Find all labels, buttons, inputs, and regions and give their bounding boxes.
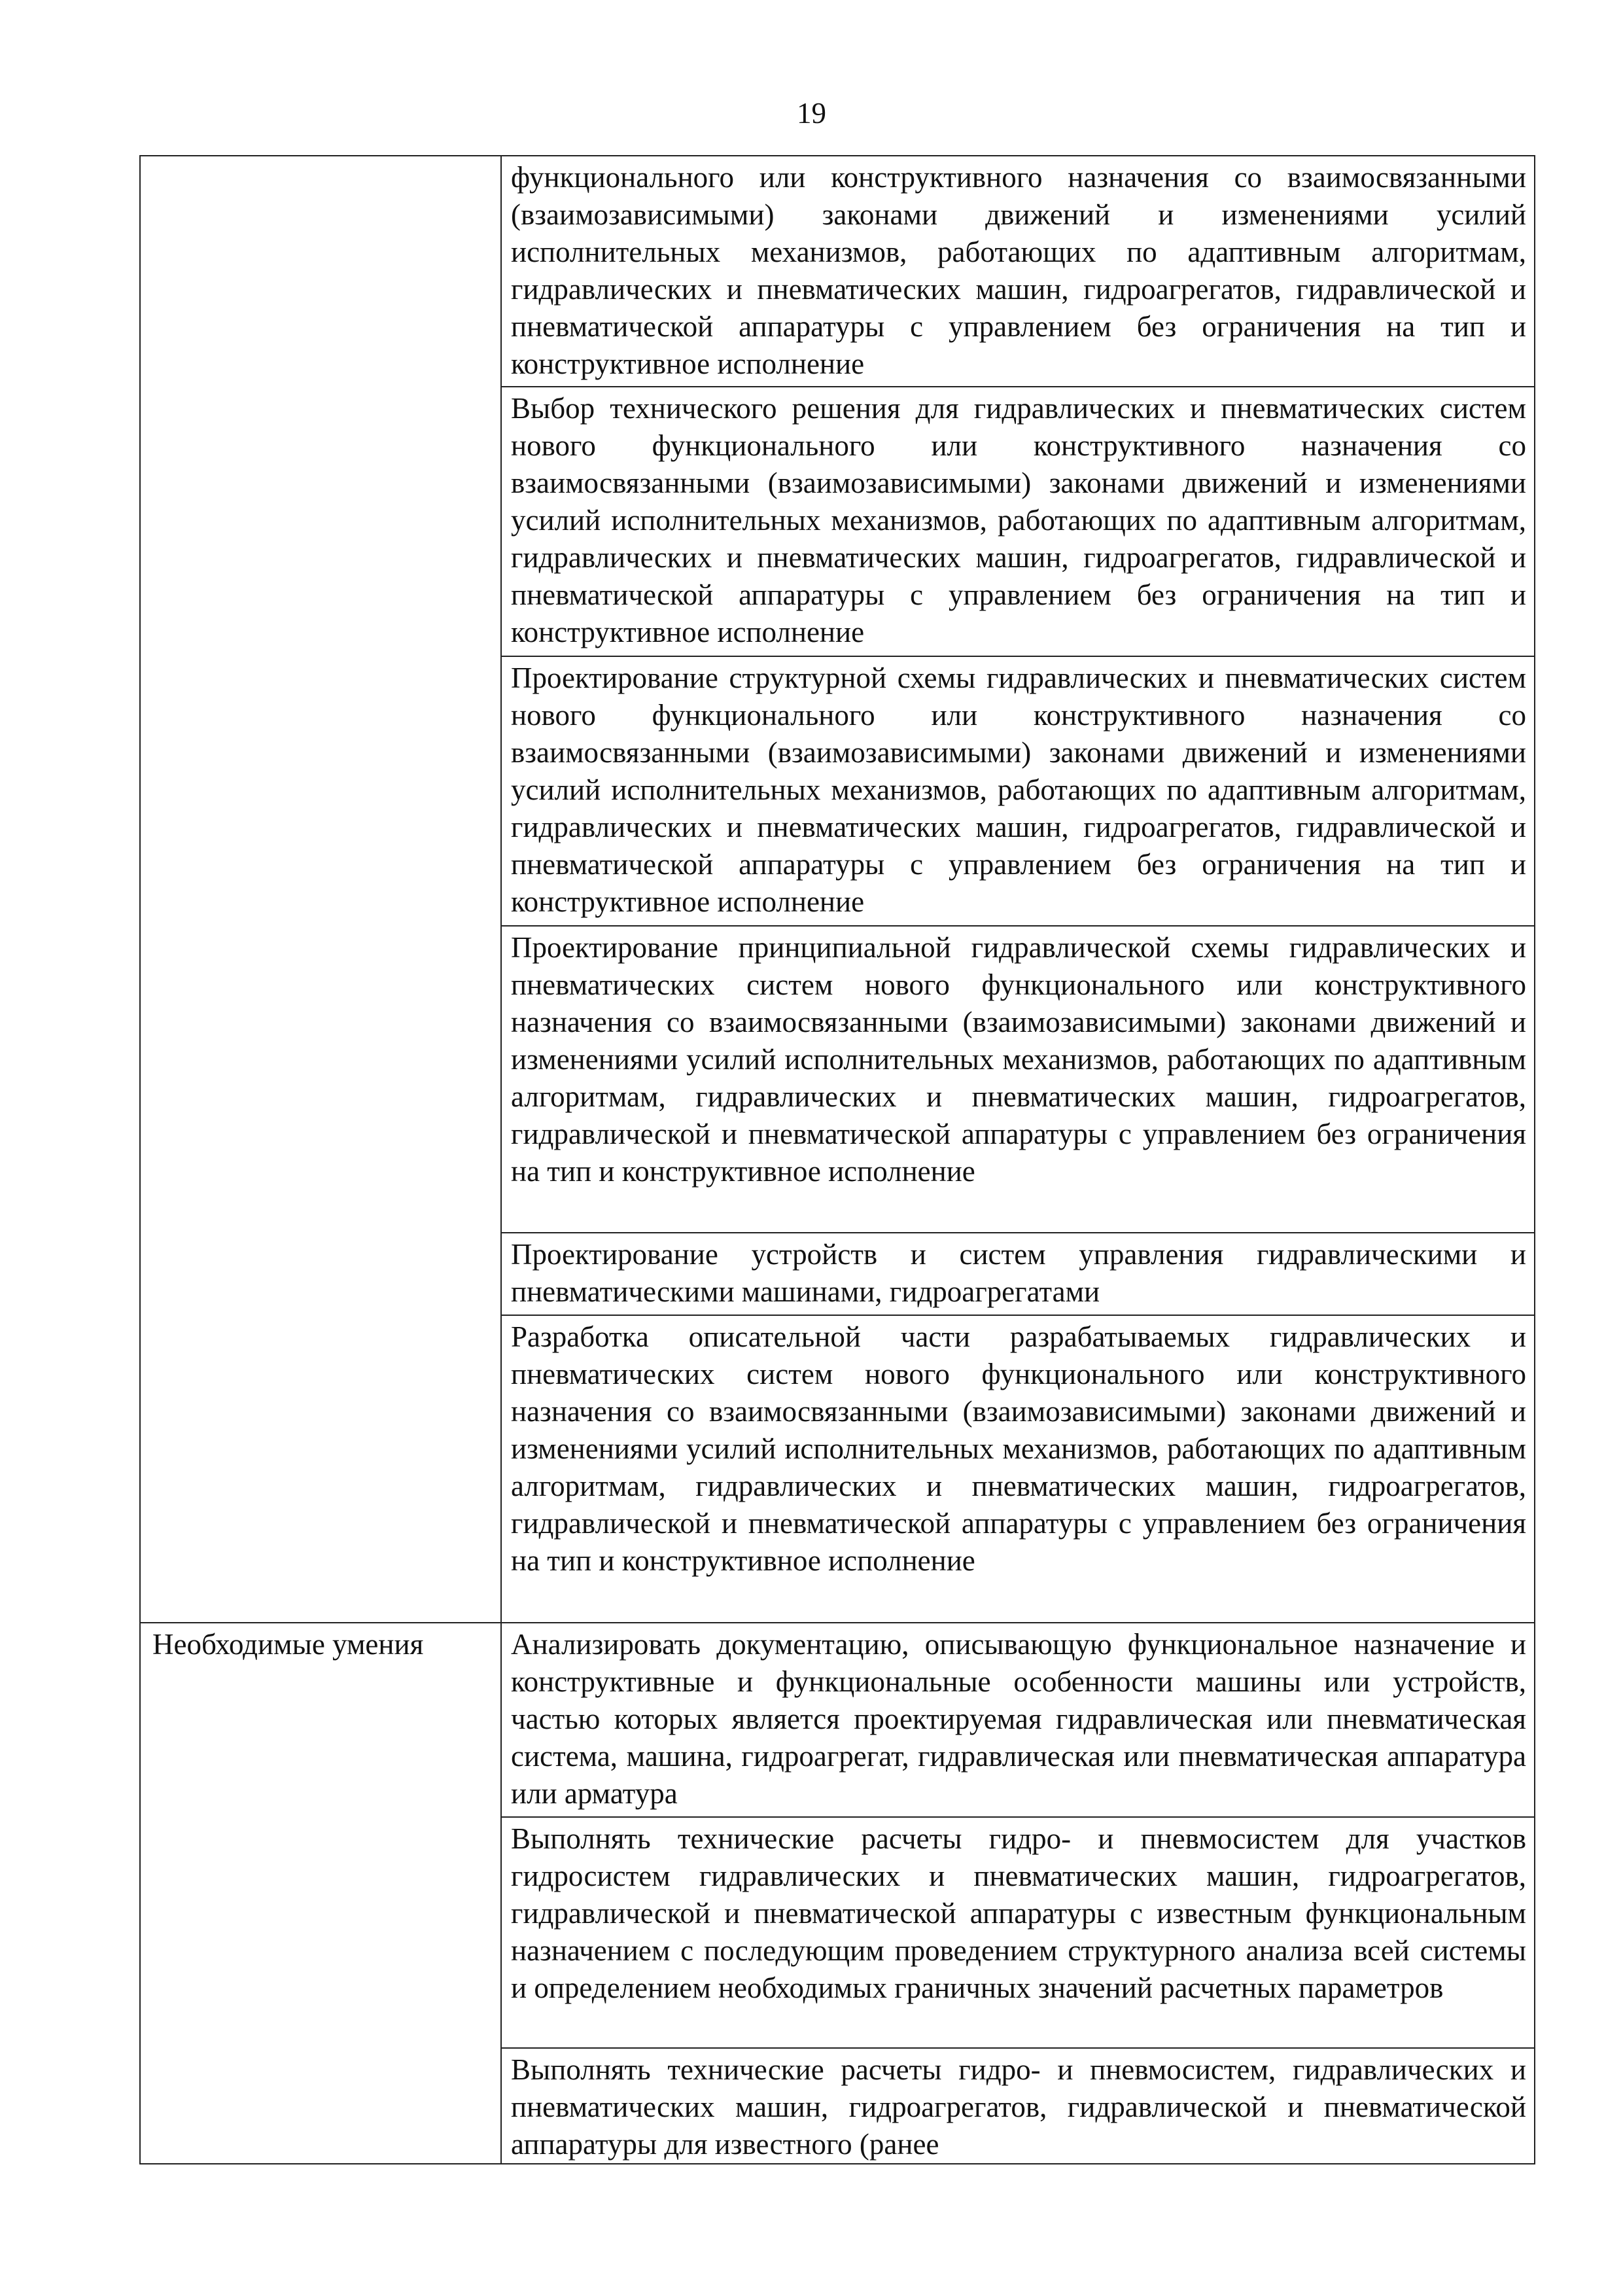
- cell-text: Выполнять технические расчеты гидро- и пневмосистем, гидравлических и пневматических машин, гидроагрегатов, гидравлической и пневматической аппаратуры для известного (ранее: [511, 2053, 1526, 2161]
- table-cell: [501, 656, 1535, 926]
- cell-text: Проектирование устройств и систем управления гидравлическими и пневматическими машинами, гидроагрегатами: [511, 1238, 1526, 1308]
- cell-text: Проектирование структурной схемы гидравлических и пневматических систем нового функционального или конструктивного назначения со взаимосвязанными (взаимозависимыми) законами движений и изменениями усилий исполнительных механизмов, работающих по адаптивным алгоритмам, гидравлических и пневматических машин, гидроагрегатов, гидравлической и пневматической аппаратуры с управлением без ограничения на тип и конструктивное исполнение: [511, 662, 1526, 918]
- table-cell: [501, 1817, 1535, 2048]
- table-cell: [501, 1233, 1535, 1315]
- table-cell: [501, 387, 1535, 656]
- required-skills-label: Необходимые умения: [152, 1628, 424, 1661]
- table-cell: [501, 1315, 1535, 1623]
- table-cell: [501, 2048, 1535, 2164]
- cell-text: Анализировать документацию, описывающую функциональное назначение и конструктивные и функциональные особенности машины или устройств, частью которых является проектируемая гидравлическая или пневматическая система, машина, гидроагрегат, гидравлическая или пневматическая аппаратура или арматура: [511, 1628, 1526, 1810]
- table-row: [140, 1623, 1535, 1817]
- cell-text: Разработка описательной части разрабатываемых гидравлических и пневматических систем нового функционального или конструктивного назначения со взаимосвязанными (взаимозависимыми) законами движений и изменениями усилий исполнительных механизмов, работающих по адаптивным алгоритмам, гидравлических и пневматических машин, гидроагрегатов, гидравлической и пневматической аппаратуры с управлением без ограничения на тип и конструктивное исполнение: [511, 1320, 1526, 1577]
- table-row: [140, 156, 1535, 387]
- table-cell: [501, 1623, 1535, 1817]
- labor-actions-label-cell: [140, 156, 501, 1623]
- cell-text: функционального или конструктивного назначения со взаимосвязанными (взаимозависимыми) законами движений и изменениями усилий исполнительных механизмов, работающих по адаптивным алгоритмам, гидравлических и пневматических машин, гидроагрегатов, гидравлической и пневматической аппаратуры с управлением без ограничения на тип и конструктивное исполнение: [511, 161, 1526, 380]
- competency-table: [139, 155, 1535, 2164]
- cell-text: Выбор технического решения для гидравлических и пневматических систем нового функционального или конструктивного назначения со взаимосвязанными (взаимозависимыми) законами движений и изменениями усилий исполнительных механизмов, работающих по адаптивным алгоритмам, гидравлических и пневматических машин, гидроагрегатов, гидравлической и пневматической аппаратуры с управлением без ограничения на тип и конструктивное исполнение: [511, 392, 1526, 648]
- cell-text: Выполнять технические расчеты гидро- и пневмосистем для участков гидросистем гидравлических и пневматических машин, гидроагрегатов, гидравлической и пневматической аппаратуры с известным функциональным назначением с последующим проведением структурного анализа всей системы и определением необходимых граничных значений расчетных параметров: [511, 1822, 1526, 2004]
- table-cell: [501, 926, 1535, 1233]
- cell-text: Проектирование принципиальной гидравлической схемы гидравлических и пневматических систем нового функционального или конструктивного назначения со взаимосвязанными (взаимозависимыми) законами движений и изменениями усилий исполнительных механизмов, работающих по адаптивным алгоритмам, гидравлических и пневматических машин, гидроагрегатов, гидравлической и пневматической аппаратуры с управлением без ограничения на тип и конструктивное исполнение: [511, 931, 1526, 1188]
- page-number: 19: [797, 97, 826, 130]
- table-cell: [501, 156, 1535, 387]
- required-skills-label-cell: [140, 1623, 501, 2164]
